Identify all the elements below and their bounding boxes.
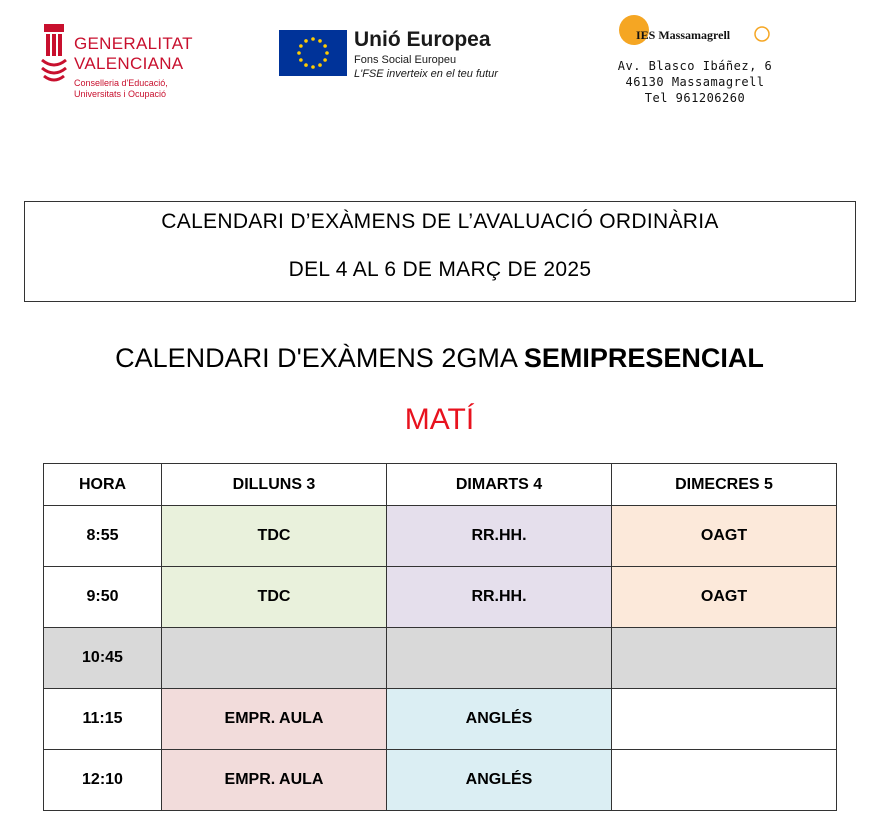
exam-cell (387, 628, 612, 689)
eu-fund-name: Fons Social Europeu (354, 54, 457, 66)
exam-cell (612, 628, 837, 689)
exam-cell: RR.HH. (387, 506, 612, 567)
exam-schedule-table (43, 463, 837, 811)
header-dimecres: DIMECRES 5 (612, 464, 837, 506)
exam-cell: OAGT (612, 567, 837, 628)
generalitat-logo (40, 22, 200, 102)
eu-star-icon (304, 63, 308, 67)
eu-star-icon (299, 44, 303, 48)
eu-star-icon (323, 58, 327, 62)
table-row (44, 750, 837, 811)
ies-logo (618, 8, 788, 48)
eu-star-icon (297, 51, 301, 55)
exam-cell: ANGLÉS (387, 750, 612, 811)
exam-cell (612, 750, 837, 811)
table-row (44, 506, 837, 567)
time-cell: 9:50 (44, 567, 162, 628)
table-row (44, 628, 837, 689)
generalitat-emblem-icon (40, 22, 68, 82)
eu-star-icon (318, 63, 322, 67)
time-cell: 8:55 (44, 506, 162, 567)
header-dilluns: DILLUNS 3 (162, 464, 387, 506)
eu-star-icon (311, 37, 315, 41)
eu-star-icon (318, 39, 322, 43)
generalitat-name: GENERALITAT VALENCIANA (74, 34, 193, 73)
eu-title: Unió Europea (354, 28, 491, 51)
title-box (24, 201, 856, 302)
heading-prefix: CALENDARI D'EXÀMENS 2GMA (115, 343, 524, 373)
ies-name: IES Massamagrell (636, 28, 731, 42)
eu-star-icon (323, 44, 327, 48)
shift-label: MATÍ (404, 403, 475, 436)
title-line-1: CALENDARI D’EXÀMENS DE L’AVALUACIÓ ORDINÀRIA (161, 210, 719, 233)
heading-mode: SEMIPRESENCIAL (523, 343, 764, 373)
table-row (44, 567, 837, 628)
generalitat-subtitle: Conselleria d'Educació, Universitats i Ocupació (74, 78, 168, 99)
exam-cell: TDC (162, 567, 387, 628)
exam-cell: EMPR. AULA (162, 689, 387, 750)
exam-cell (162, 628, 387, 689)
table-header-row (44, 464, 837, 506)
eu-star-icon (299, 58, 303, 62)
eu-flag-icon (279, 30, 347, 76)
header-hora: HORA (44, 464, 162, 506)
exam-cell: TDC (162, 506, 387, 567)
ies-address (610, 58, 780, 106)
eu-logo (279, 30, 549, 85)
eu-slogan: L'FSE inverteix en el teu futur (354, 68, 498, 80)
ies-address-city: 46130 Massamagrell (625, 75, 765, 89)
exam-cell: EMPR. AULA (162, 750, 387, 811)
header-dimarts: DIMARTS 4 (387, 464, 612, 506)
time-cell: 12:10 (44, 750, 162, 811)
time-cell: 11:15 (44, 689, 162, 750)
exam-cell: ANGLÉS (387, 689, 612, 750)
title-line-2: DEL 4 AL 6 DE MARÇ DE 2025 (288, 258, 592, 281)
exam-cell: OAGT (612, 506, 837, 567)
exam-cell (612, 689, 837, 750)
eu-star-icon (304, 39, 308, 43)
ies-phone: Tel 961206260 (644, 91, 746, 105)
time-cell: 10:45 (44, 628, 162, 689)
ies-address-street: Av. Blasco Ibáñez, 6 (617, 59, 773, 73)
eu-star-icon (311, 65, 315, 69)
exam-cell: RR.HH. (387, 567, 612, 628)
calendar-heading (0, 343, 879, 374)
table-row (44, 689, 837, 750)
eu-star-icon (325, 51, 329, 55)
